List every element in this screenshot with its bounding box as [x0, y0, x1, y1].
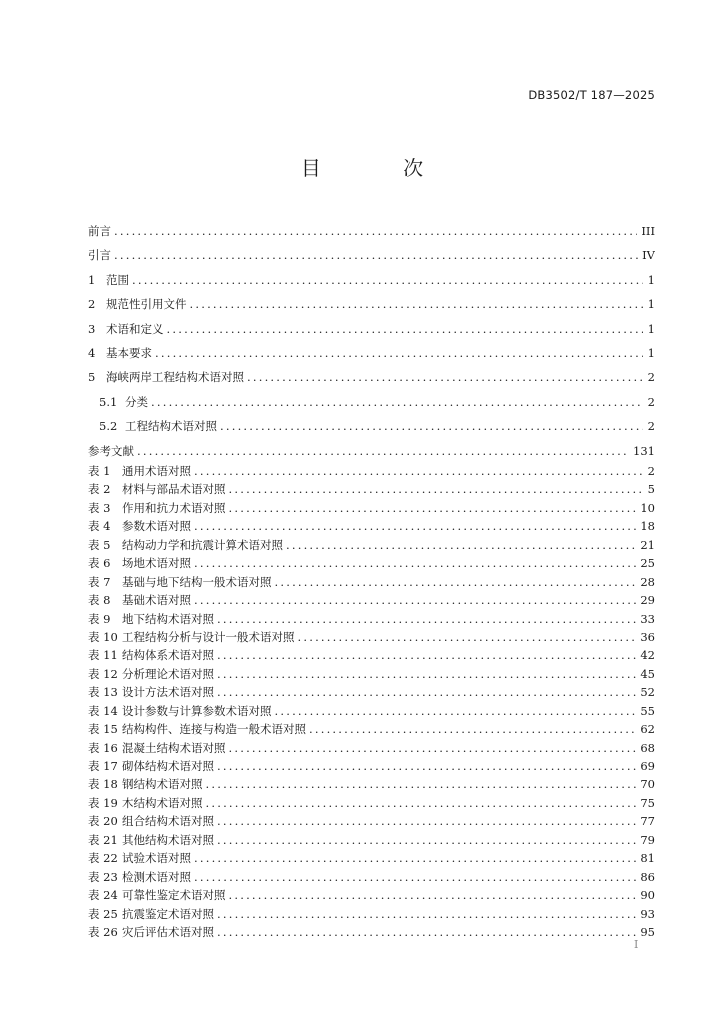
toc-entry-number: 表 18: [88, 777, 118, 792]
dot-leader: [194, 517, 636, 535]
toc-entry-page: 77: [640, 814, 655, 829]
toc-entry-label: 地下结构术语对照: [122, 611, 214, 626]
toc-table-entry[interactable]: [88, 849, 655, 867]
toc-entry-label: 基础术语对照: [122, 593, 191, 608]
toc-entry-label: 砌体结构术语对照: [122, 759, 214, 773]
dot-leader: [217, 812, 636, 830]
toc-entry-label: 参考文献: [88, 443, 134, 458]
toc-entry-page: 68: [640, 740, 655, 755]
dot-leader: [286, 536, 636, 554]
toc-entry-page: 79: [640, 832, 655, 847]
toc-entry-label: 基本要求: [106, 345, 152, 360]
toc-table-entry[interactable]: [88, 480, 655, 498]
toc-entry-number: 表 26: [88, 924, 118, 939]
toc-entry-page: 70: [640, 777, 655, 792]
toc-entry[interactable]: [88, 292, 655, 316]
dot-leader: [229, 886, 637, 904]
toc-entry-page: 52: [640, 685, 655, 700]
toc-entry-page: 81: [640, 851, 655, 866]
toc-entry-label: 作用和抗力术语对照: [122, 500, 226, 515]
toc-entry-number: 表 14: [88, 703, 118, 718]
toc-entry-page: IV: [642, 248, 655, 263]
dot-leader: [217, 923, 636, 941]
toc-entry-label: 结构构件、连接与构造一般术语对照: [122, 722, 306, 737]
toc-table-entry[interactable]: [88, 499, 655, 517]
toc-entry-page: 28: [640, 574, 655, 589]
dot-leader: [229, 739, 637, 757]
toc-entry-page: 1: [647, 321, 655, 336]
toc-entry-label: 混凝土结构术语对照: [122, 740, 226, 755]
toc-entry-number: 表 7: [88, 574, 111, 589]
toc-entry-page: 93: [640, 906, 655, 921]
dot-leader: [132, 268, 643, 292]
toc-entry[interactable]: [88, 341, 655, 365]
toc-table-entry[interactable]: [88, 665, 655, 683]
toc-entry-page: 2: [647, 464, 655, 478]
toc-entry-number: 表 3: [88, 500, 111, 515]
toc-entry-label: 参数术语对照: [122, 519, 191, 534]
toc-table-entry[interactable]: [88, 794, 655, 812]
toc-entry-number: 表 20: [88, 814, 118, 829]
toc-entry-page: III: [641, 224, 655, 238]
toc-entry-label: 抗震鉴定术语对照: [122, 906, 214, 921]
toc-entry-number: 表 8: [88, 593, 111, 608]
toc-entry-label: 分类: [125, 394, 148, 409]
dot-leader: [247, 365, 643, 389]
dot-leader: [229, 480, 644, 498]
toc-entry-label: 海峡两岸工程结构术语对照: [106, 370, 244, 385]
dot-leader: [298, 628, 637, 646]
toc-table-entry[interactable]: [88, 739, 655, 757]
toc-entry-page: 2: [647, 394, 655, 409]
toc-entry[interactable]: [88, 365, 655, 389]
dot-leader: [217, 831, 636, 849]
toc-table-entry[interactable]: [88, 646, 655, 664]
toc-entry-page: 69: [640, 759, 655, 773]
dot-leader: [217, 665, 636, 683]
toc-entry-page: 86: [640, 869, 655, 884]
toc-entry-number: 表 16: [88, 740, 118, 755]
toc-entry-page: 62: [640, 722, 655, 737]
toc-entry-label: 设计参数与计算参数术语对照: [122, 703, 272, 718]
toc-entry-label: 结构动力学和抗震计算术语对照: [122, 537, 283, 552]
document-code: DB3502/T 187—2025: [528, 88, 655, 102]
toc-entry-page: 33: [640, 611, 655, 626]
toc-entry-page: 2: [647, 370, 655, 385]
dot-leader: [194, 868, 636, 886]
toc-entry-number: 表 4: [88, 519, 111, 534]
toc-table-entry[interactable]: [88, 573, 655, 591]
toc-entry-label: 灾后评估术语对照: [122, 924, 214, 939]
toc-main-list: [88, 219, 655, 463]
toc-entry-label: 场地术语对照: [122, 556, 191, 571]
toc-entry-label: 通用术语对照: [122, 464, 191, 478]
toc-entry-number: 表 17: [88, 759, 118, 773]
toc-entry-number: 表 13: [88, 685, 118, 700]
dot-leader: [155, 341, 643, 365]
toc-entry-label: 术语和定义: [106, 321, 164, 336]
toc-entry-page: 5: [647, 482, 655, 497]
dot-leader: [151, 390, 643, 414]
toc-entry-label: 引言: [88, 248, 111, 263]
dot-leader: [206, 794, 637, 812]
toc-table-entry[interactable]: [88, 923, 655, 941]
toc-table-entry[interactable]: [88, 868, 655, 886]
dot-leader: [217, 905, 636, 923]
dot-leader: [194, 462, 643, 480]
toc-entry-label: 规范性引用文件: [106, 297, 187, 312]
toc-entry-number: 表 23: [88, 869, 118, 884]
toc-entry-number: 表 19: [88, 795, 118, 810]
toc-table-entry[interactable]: [88, 610, 655, 628]
toc-table-entry[interactable]: [88, 536, 655, 554]
dot-leader: [275, 702, 637, 720]
toc-entry-label: 木结构术语对照: [122, 795, 203, 810]
toc-entry-label: 其他结构术语对照: [122, 832, 214, 847]
toc-entry-page: 25: [640, 556, 655, 571]
dot-leader: [309, 720, 636, 738]
toc-entry-page: 55: [640, 703, 655, 718]
dot-leader: [194, 591, 636, 609]
dot-leader: [194, 849, 636, 867]
toc-entry-number: 表 5: [88, 537, 111, 552]
toc-entry-page: 95: [640, 924, 655, 939]
toc-table-entry[interactable]: [88, 517, 655, 535]
toc-entry-page: 1: [647, 297, 655, 312]
dot-leader: [229, 499, 637, 517]
toc-table-entry[interactable]: [88, 591, 655, 609]
toc-entry-label: 前言: [88, 224, 111, 238]
dot-leader: [217, 683, 636, 701]
dot-leader: [217, 646, 636, 664]
toc-entry-page: 10: [640, 500, 655, 515]
toc-entry-number: 表 9: [88, 611, 111, 626]
dot-leader: [114, 243, 638, 267]
dot-leader: [137, 439, 629, 463]
page-title: 目 次: [300, 156, 462, 180]
toc-entry-page: 1: [647, 272, 655, 287]
dot-leader: [190, 292, 644, 316]
toc-entry-label: 基础与地下结构一般术语对照: [122, 574, 272, 589]
toc-table-list: [88, 462, 655, 941]
toc-entry-label: 工程结构术语对照: [125, 419, 217, 434]
toc-entry-number: 表 15: [88, 722, 118, 737]
toc-entry-number: 4: [88, 345, 96, 360]
toc-entry-page: 42: [640, 648, 655, 663]
toc-entry-label: 工程结构分析与设计一般术语对照: [122, 629, 295, 644]
dot-leader: [275, 573, 637, 591]
toc-entry-page: 36: [640, 629, 655, 644]
toc-table-entry[interactable]: [88, 683, 655, 701]
toc-entry-number: 3: [88, 321, 96, 336]
toc-entry-number: 表 6: [88, 556, 111, 571]
toc-table-entry[interactable]: [88, 702, 655, 720]
toc-entry-label: 材料与部品术语对照: [122, 482, 226, 497]
dot-leader: [167, 317, 644, 341]
toc-entry-page: 29: [640, 593, 655, 608]
toc-entry-number: 表 1: [88, 464, 111, 478]
toc-entry-page: 75: [640, 795, 655, 810]
dot-leader: [114, 219, 637, 243]
toc-entry-number: 5.2: [99, 419, 118, 434]
dot-leader: [206, 775, 637, 793]
toc-entry-number: 5.1: [99, 394, 118, 409]
toc-entry-number: 表 21: [88, 832, 118, 847]
toc-entry[interactable]: [88, 414, 655, 438]
toc-table-entry[interactable]: [88, 905, 655, 923]
toc-entry-label: 结构体系术语对照: [122, 648, 214, 663]
toc-entry-number: 表 10: [88, 629, 118, 644]
dot-leader: [217, 610, 636, 628]
toc-entry[interactable]: [88, 243, 655, 267]
toc-entry-number: 5: [88, 370, 96, 385]
toc-table-entry[interactable]: [88, 554, 655, 572]
toc-table-entry[interactable]: [88, 775, 655, 793]
toc-entry-page: 21: [640, 537, 655, 552]
toc-entry-number: 表 22: [88, 851, 118, 866]
dot-leader: [220, 414, 643, 438]
toc-entry-number: 表 11: [88, 648, 118, 663]
toc-entry[interactable]: [88, 439, 655, 463]
toc-entry-label: 可靠性鉴定术语对照: [122, 888, 226, 903]
toc-entry-number: 表 24: [88, 888, 118, 903]
toc-entry-number: 1: [88, 272, 96, 287]
toc-entry-label: 范围: [106, 272, 129, 287]
toc-entry-number: 表 12: [88, 666, 118, 681]
toc-entry-number: 2: [88, 297, 96, 312]
toc-entry-label: 设计方法术语对照: [122, 685, 214, 700]
toc-entry-page: 45: [640, 666, 655, 681]
toc-entry-page: 1: [647, 345, 655, 360]
dot-leader: [194, 554, 636, 572]
toc-table-entry[interactable]: [88, 812, 655, 830]
toc-table-entry[interactable]: [88, 628, 655, 646]
toc-table-entry[interactable]: [88, 886, 655, 904]
toc-entry-label: 组合结构术语对照: [122, 814, 214, 829]
toc-entry-label: 试验术语对照: [122, 851, 191, 866]
toc-entry-number: 表 25: [88, 906, 118, 921]
toc-entry[interactable]: [88, 390, 655, 414]
toc-entry-number: 表 2: [88, 482, 111, 497]
toc-entry-label: 分析理论术语对照: [122, 666, 214, 681]
toc-entry[interactable]: [88, 268, 655, 292]
toc-table-entry[interactable]: [88, 757, 655, 775]
toc-entry-page: 131: [633, 443, 655, 458]
toc-entry-page: 90: [640, 888, 655, 903]
dot-leader: [217, 757, 636, 775]
toc-entry-page: 2: [647, 419, 655, 434]
toc-entry[interactable]: [88, 219, 655, 243]
toc-table-entry[interactable]: [88, 831, 655, 849]
toc-entry-page: 18: [640, 519, 655, 534]
toc-table-entry[interactable]: [88, 462, 655, 480]
toc-entry-label: 钢结构术语对照: [122, 777, 203, 792]
toc-table-entry[interactable]: [88, 720, 655, 738]
toc-entry[interactable]: [88, 317, 655, 341]
page-number: I: [634, 938, 639, 951]
toc-entry-label: 检测术语对照: [122, 869, 191, 884]
